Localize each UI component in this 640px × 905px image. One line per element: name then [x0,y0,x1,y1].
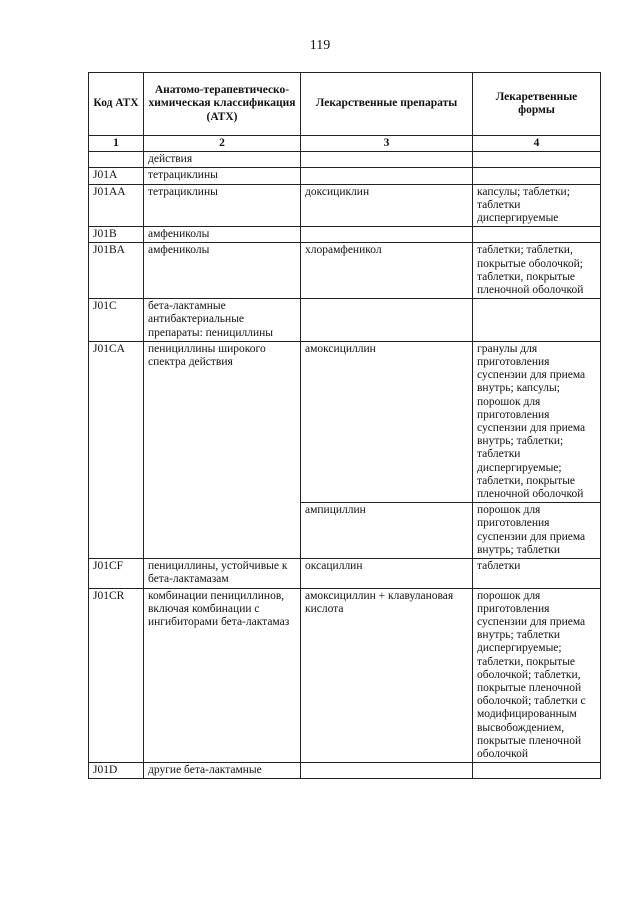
drug-name: доксициклин [301,184,473,227]
header-drugs: Лекарственные препараты [301,73,473,136]
dosage-forms [473,168,601,184]
dosage-forms: капсулы; таблетки; таблетки диспергируемые [473,184,601,227]
atx-class: другие бета-лактамные [144,763,301,779]
drug-name: амоксициллин [301,341,473,502]
atx-code: J01A [89,168,144,184]
table-row [89,227,601,243]
table-row [89,243,601,299]
dosage-forms: таблетки; таблетки, покрытые оболочкой; таблетки, покрытые пленочной оболочкой [473,243,601,299]
atx-class: действия [144,152,301,168]
drug-name [301,168,473,184]
drug-name: амоксициллин + клавулановая кислота [301,588,473,763]
dosage-forms [473,227,601,243]
atx-table [88,72,601,779]
drug-name: оксациллин [301,559,473,588]
table-row [89,299,601,342]
header-row [89,73,601,136]
column-number: 4 [473,136,601,152]
column-number: 1 [89,136,144,152]
drug-name: хлорамфеникол [301,243,473,299]
atx-code: J01CR [89,588,144,763]
column-number: 3 [301,136,473,152]
atx-class: тетрациклины [144,168,301,184]
drug-name [301,227,473,243]
atx-code: J01C [89,299,144,342]
table-row [89,168,601,184]
atx-code: J01B [89,227,144,243]
dosage-forms: гранулы для приготовления суспензии для приема внутрь; капсулы; порошок для приготовления суспензии для приема внутрь; таблетки; таблетки диспергируемые; таблетки, покрытые пленочной оболочкой [473,341,601,502]
atx-code: J01CF [89,559,144,588]
column-number-row [89,136,601,152]
header-forms: Лекаретвенные формы [473,73,601,136]
drug-name: ампициллин [301,503,473,559]
drug-name [301,152,473,168]
atx-code: J01D [89,763,144,779]
table-row [89,341,601,502]
column-number: 2 [144,136,301,152]
atx-class: амфениколы [144,227,301,243]
dosage-forms [473,763,601,779]
atx-class: комбинации пенициллинов, включая комбинации с ингибиторами бета-лактамаз [144,588,301,763]
atx-class: пенициллины, устойчивые к бета-лактамазам [144,559,301,588]
atx-class: тетрациклины [144,184,301,227]
table-row [89,184,601,227]
dosage-forms [473,152,601,168]
atx-class: бета-лактамные антибактериальные препараты: пенициллины [144,299,301,342]
dosage-forms [473,299,601,342]
table-row [89,763,601,779]
table-row [89,559,601,588]
atx-class: амфениколы [144,243,301,299]
atx-code: J01BA [89,243,144,299]
table-row [89,588,601,763]
header-code: Код АТХ [89,73,144,136]
atx-class: пенициллины широкого спектра действия [144,341,301,558]
drug-name [301,763,473,779]
atx-code: J01CA [89,341,144,558]
dosage-forms: порошок для приготовления суспензии для приема внутрь; таблетки [473,503,601,559]
dosage-forms: порошок для приготовления суспензии для приема внутрь; таблетки диспергируемые; таблетки, покрытые оболочкой; таблетки, покрытые пленочной оболочкой; таблетки с модифицированным высвобождением, покрытые пленочной оболочкой [473,588,601,763]
page-number: 119 [309,38,331,53]
table-row [89,152,601,168]
header-classification: Анатомо-терапевтическо-химическая классификация (АТХ) [144,73,301,136]
dosage-forms: таблетки [473,559,601,588]
drug-name [301,299,473,342]
atx-code [89,152,144,168]
atx-code: J01AA [89,184,144,227]
